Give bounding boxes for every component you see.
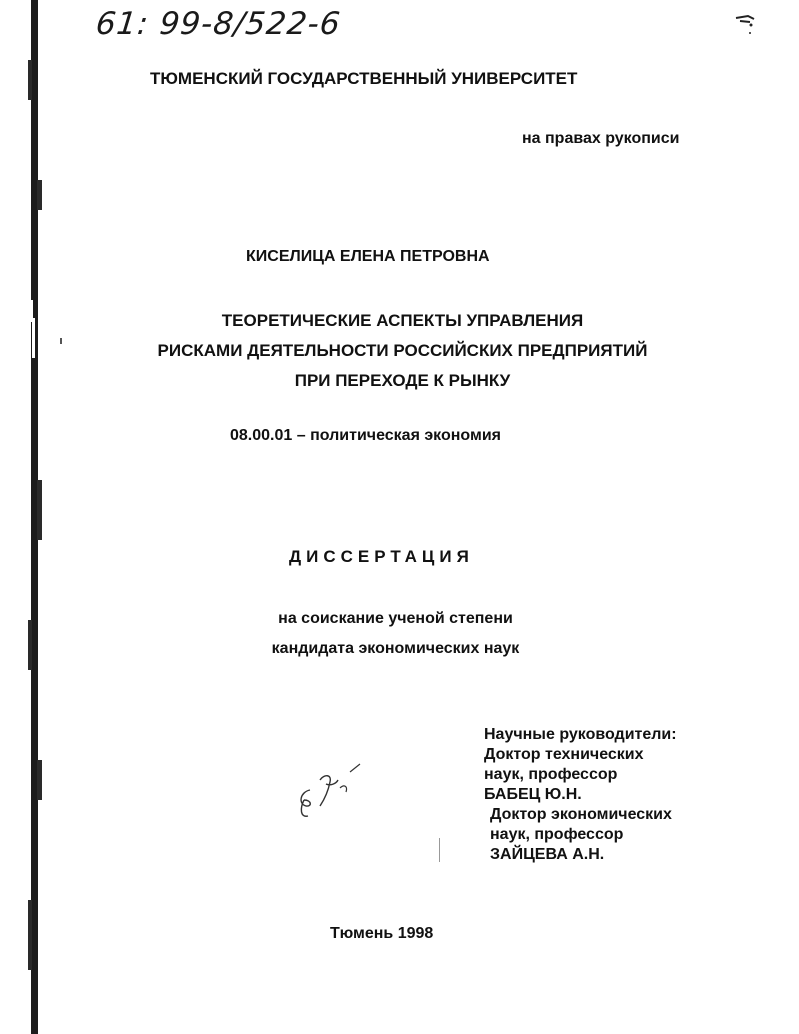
manuscript-rights-note: на правах рукописи (522, 130, 680, 147)
scan-binding-edge (28, 0, 42, 1034)
supervisors-block (484, 725, 677, 865)
title-line: РИСКАМИ ДЕЯТЕЛЬНОСТИ РОССИЙСКИХ ПРЕДПРИЯТИЙ (157, 341, 648, 360)
author-name: КИСЕЛИЦА ЕЛЕНА ПЕТРОВНА (246, 248, 490, 265)
degree-line: на соискание ученой степени (278, 610, 513, 627)
handwritten-signature-icon (290, 760, 370, 824)
supervisor-line: Доктор технических (484, 746, 644, 763)
city-year: Тюмень 1998 (330, 925, 434, 942)
scan-speck (439, 838, 440, 862)
corner-scan-mark-icon (734, 10, 756, 28)
supervisor-line: наук, профессор (490, 826, 624, 843)
degree-line: кандидата экономических наук (271, 640, 520, 657)
supervisors-heading: Научные руководители: (484, 726, 677, 743)
supervisor-line: ЗАЙЦЕВА А.Н. (490, 846, 605, 863)
document-type: ДИССЕРТАЦИЯ (289, 547, 474, 566)
title-line: ТЕОРЕТИЧЕСКИЕ АСПЕКТЫ УПРАВЛЕНИЯ (221, 311, 584, 330)
degree-statement (0, 604, 799, 664)
handwritten-archive-code: 61: 99-8/522-6 (94, 6, 343, 42)
supervisor-line: БАБЕЦ Ю.Н. (484, 786, 582, 803)
specialty-code: 08.00.01 – политическая экономия (230, 427, 501, 444)
supervisor-line: наук, профессор (484, 766, 618, 783)
university-name: ТЮМЕНСКИЙ ГОСУДАРСТВЕННЫЙ УНИВЕРСИТЕТ (150, 69, 578, 88)
supervisor-line: Доктор экономических (490, 806, 672, 823)
scan-speck (60, 338, 62, 344)
dissertation-title (0, 306, 799, 396)
scan-speck (749, 32, 751, 34)
title-line: ПРИ ПЕРЕХОДЕ К РЫНКУ (294, 371, 511, 390)
